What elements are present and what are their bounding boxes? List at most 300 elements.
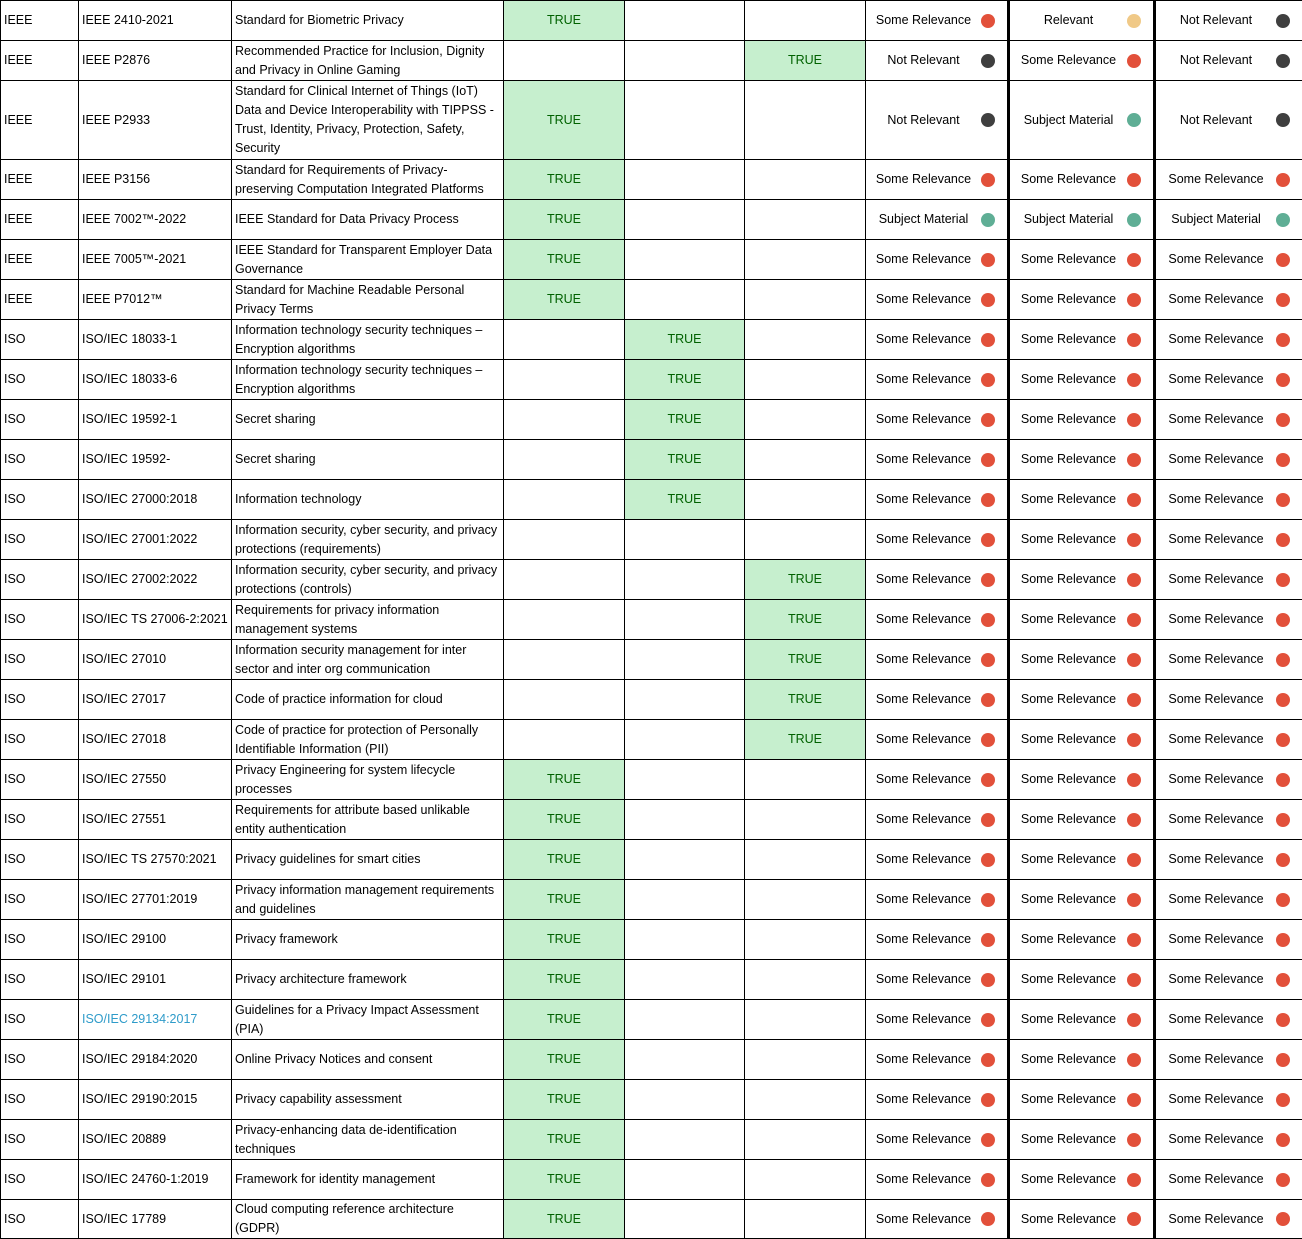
title-cell[interactable]: Information technology	[232, 480, 504, 520]
flag-cell-3[interactable]	[745, 920, 866, 960]
flag-cell-2[interactable]	[625, 760, 745, 800]
flag-cell-3[interactable]	[745, 200, 866, 240]
relevance-cell-2[interactable]	[1009, 1160, 1155, 1200]
relevance-cell-3[interactable]	[1155, 160, 1302, 200]
flag-cell-1[interactable]	[504, 360, 625, 400]
relevance-cell-2[interactable]	[1009, 640, 1155, 680]
relevance-cell-2[interactable]	[1009, 400, 1155, 440]
title-cell[interactable]: Privacy-enhancing data de-identification techniques	[232, 1120, 504, 1160]
flag-cell-3[interactable]	[745, 440, 866, 480]
flag-cell-1[interactable]: TRUE	[504, 1000, 625, 1040]
org-cell[interactable]: ISO	[1, 800, 79, 840]
org-cell[interactable]: ISO	[1, 720, 79, 760]
org-cell[interactable]: IEEE	[1, 81, 79, 160]
relevance-cell-3[interactable]	[1155, 41, 1302, 81]
table-row[interactable]	[1, 720, 1302, 760]
flag-cell-1[interactable]	[504, 440, 625, 480]
relevance-cell-2[interactable]	[1009, 320, 1155, 360]
flag-cell-3[interactable]	[745, 240, 866, 280]
title-cell[interactable]: IEEE Standard for Transparent Employer Data Governance	[232, 240, 504, 280]
flag-cell-3[interactable]	[745, 1, 866, 41]
flag-cell-1[interactable]: TRUE	[504, 81, 625, 160]
relevance-cell-1[interactable]	[866, 520, 1009, 560]
relevance-cell-3[interactable]	[1155, 440, 1302, 480]
table-row[interactable]	[1, 240, 1302, 280]
relevance-cell-2[interactable]	[1009, 600, 1155, 640]
relevance-cell-3[interactable]	[1155, 1200, 1302, 1239]
relevance-cell-3[interactable]	[1155, 81, 1302, 160]
title-cell[interactable]: Information technology security techniques – Encryption algorithms	[232, 360, 504, 400]
flag-cell-2[interactable]	[625, 680, 745, 720]
relevance-cell-2[interactable]	[1009, 240, 1155, 280]
relevance-cell-3[interactable]	[1155, 800, 1302, 840]
table-row[interactable]	[1, 200, 1302, 240]
table-row[interactable]	[1, 800, 1302, 840]
relevance-cell-3[interactable]	[1155, 960, 1302, 1000]
relevance-cell-1[interactable]	[866, 200, 1009, 240]
flag-cell-3[interactable]	[745, 480, 866, 520]
relevance-cell-3[interactable]	[1155, 720, 1302, 760]
flag-cell-3[interactable]	[745, 960, 866, 1000]
table-row[interactable]	[1, 160, 1302, 200]
standard-id-cell[interactable]	[79, 1080, 232, 1120]
title-cell[interactable]: Standard for Machine Readable Personal Privacy Terms	[232, 280, 504, 320]
standard-id-cell[interactable]	[79, 480, 232, 520]
title-cell[interactable]: Secret sharing	[232, 400, 504, 440]
standard-id-cell[interactable]	[79, 81, 232, 160]
relevance-cell-3[interactable]	[1155, 1, 1302, 41]
flag-cell-3[interactable]	[745, 81, 866, 160]
relevance-cell-2[interactable]	[1009, 1, 1155, 41]
org-cell[interactable]: IEEE	[1, 240, 79, 280]
table-row[interactable]	[1, 280, 1302, 320]
org-cell[interactable]: ISO	[1, 440, 79, 480]
relevance-cell-1[interactable]	[866, 600, 1009, 640]
relevance-cell-1[interactable]	[866, 720, 1009, 760]
standard-id-cell[interactable]	[79, 320, 232, 360]
standard-id-cell[interactable]	[79, 200, 232, 240]
title-cell[interactable]: Information technology security techniques – Encryption algorithms	[232, 320, 504, 360]
relevance-cell-2[interactable]	[1009, 520, 1155, 560]
title-cell[interactable]: Code of practice for protection of Personally Identifiable Information (PII)	[232, 720, 504, 760]
standard-id-cell[interactable]	[79, 1040, 232, 1080]
standard-id-cell[interactable]	[79, 360, 232, 400]
org-cell[interactable]: ISO	[1, 760, 79, 800]
flag-cell-2[interactable]: TRUE	[625, 400, 745, 440]
table-row[interactable]	[1, 640, 1302, 680]
flag-cell-1[interactable]	[504, 560, 625, 600]
flag-cell-1[interactable]	[504, 320, 625, 360]
relevance-cell-3[interactable]	[1155, 520, 1302, 560]
flag-cell-3[interactable]: TRUE	[745, 720, 866, 760]
table-row[interactable]	[1, 920, 1302, 960]
relevance-cell-2[interactable]	[1009, 840, 1155, 880]
flag-cell-3[interactable]	[745, 160, 866, 200]
flag-cell-2[interactable]	[625, 1040, 745, 1080]
org-cell[interactable]: IEEE	[1, 1, 79, 41]
standard-id-cell[interactable]	[79, 400, 232, 440]
relevance-cell-1[interactable]	[866, 960, 1009, 1000]
relevance-cell-3[interactable]	[1155, 680, 1302, 720]
org-cell[interactable]: ISO	[1, 320, 79, 360]
flag-cell-3[interactable]	[745, 280, 866, 320]
standard-id-cell[interactable]	[79, 1, 232, 41]
flag-cell-1[interactable]	[504, 520, 625, 560]
table-row[interactable]	[1, 600, 1302, 640]
relevance-cell-1[interactable]	[866, 280, 1009, 320]
flag-cell-2[interactable]	[625, 920, 745, 960]
flag-cell-3[interactable]	[745, 840, 866, 880]
org-cell[interactable]: ISO	[1, 680, 79, 720]
title-cell[interactable]: Code of practice information for cloud	[232, 680, 504, 720]
flag-cell-1[interactable]	[504, 680, 625, 720]
standard-id-cell[interactable]	[79, 640, 232, 680]
relevance-cell-3[interactable]	[1155, 1160, 1302, 1200]
table-row[interactable]	[1, 1000, 1302, 1040]
flag-cell-2[interactable]	[625, 960, 745, 1000]
table-row[interactable]	[1, 680, 1302, 720]
flag-cell-2[interactable]	[625, 1, 745, 41]
flag-cell-1[interactable]: TRUE	[504, 200, 625, 240]
relevance-cell-2[interactable]	[1009, 1040, 1155, 1080]
flag-cell-1[interactable]: TRUE	[504, 1080, 625, 1120]
flag-cell-3[interactable]	[745, 400, 866, 440]
flag-cell-1[interactable]: TRUE	[504, 1200, 625, 1239]
relevance-cell-3[interactable]	[1155, 920, 1302, 960]
flag-cell-3[interactable]	[745, 1160, 866, 1200]
relevance-cell-2[interactable]	[1009, 440, 1155, 480]
table-row[interactable]	[1, 81, 1302, 160]
flag-cell-3[interactable]: TRUE	[745, 680, 866, 720]
org-cell[interactable]: ISO	[1, 360, 79, 400]
flag-cell-1[interactable]: TRUE	[504, 760, 625, 800]
relevance-cell-1[interactable]	[866, 840, 1009, 880]
flag-cell-3[interactable]	[745, 1200, 866, 1239]
title-cell[interactable]: Standard for Clinical Internet of Things (IoT) Data and Device Interoperability with TIPPSS - Trust, Identity, Privacy, Protection, Safety, Security	[232, 81, 504, 160]
relevance-cell-2[interactable]	[1009, 760, 1155, 800]
flag-cell-2[interactable]	[625, 240, 745, 280]
relevance-cell-2[interactable]	[1009, 1200, 1155, 1239]
org-cell[interactable]: ISO	[1, 400, 79, 440]
relevance-cell-2[interactable]	[1009, 160, 1155, 200]
org-cell[interactable]: ISO	[1, 1080, 79, 1120]
flag-cell-3[interactable]: TRUE	[745, 41, 866, 81]
relevance-cell-2[interactable]	[1009, 680, 1155, 720]
flag-cell-1[interactable]: TRUE	[504, 800, 625, 840]
relevance-cell-1[interactable]	[866, 1200, 1009, 1239]
relevance-cell-3[interactable]	[1155, 880, 1302, 920]
relevance-cell-1[interactable]	[866, 1000, 1009, 1040]
table-row[interactable]	[1, 760, 1302, 800]
relevance-cell-3[interactable]	[1155, 200, 1302, 240]
relevance-cell-1[interactable]	[866, 160, 1009, 200]
flag-cell-1[interactable]	[504, 41, 625, 81]
flag-cell-2[interactable]	[625, 840, 745, 880]
flag-cell-3[interactable]	[745, 800, 866, 840]
org-cell[interactable]: ISO	[1, 1120, 79, 1160]
relevance-cell-1[interactable]	[866, 41, 1009, 81]
title-cell[interactable]: Secret sharing	[232, 440, 504, 480]
standard-id-cell[interactable]	[79, 1120, 232, 1160]
relevance-cell-3[interactable]	[1155, 1000, 1302, 1040]
relevance-cell-1[interactable]	[866, 640, 1009, 680]
title-cell[interactable]: Privacy framework	[232, 920, 504, 960]
relevance-cell-1[interactable]	[866, 1080, 1009, 1120]
table-row[interactable]	[1, 1, 1302, 41]
org-cell[interactable]: ISO	[1, 640, 79, 680]
standard-id-cell[interactable]	[79, 960, 232, 1000]
flag-cell-3[interactable]: TRUE	[745, 640, 866, 680]
table-row[interactable]	[1, 960, 1302, 1000]
relevance-cell-1[interactable]	[866, 1, 1009, 41]
title-cell[interactable]: Cloud computing reference architecture (GDPR)	[232, 1200, 504, 1239]
flag-cell-2[interactable]	[625, 41, 745, 81]
flag-cell-1[interactable]: TRUE	[504, 1040, 625, 1080]
title-cell[interactable]: Framework for identity management	[232, 1160, 504, 1200]
table-row[interactable]	[1, 1040, 1302, 1080]
org-cell[interactable]: IEEE	[1, 41, 79, 81]
standard-id-cell[interactable]	[79, 720, 232, 760]
flag-cell-3[interactable]	[745, 1080, 866, 1120]
flag-cell-3[interactable]	[745, 520, 866, 560]
standard-id-cell[interactable]	[79, 440, 232, 480]
flag-cell-1[interactable]: TRUE	[504, 160, 625, 200]
relevance-cell-1[interactable]	[866, 440, 1009, 480]
flag-cell-1[interactable]: TRUE	[504, 840, 625, 880]
relevance-cell-3[interactable]	[1155, 760, 1302, 800]
org-cell[interactable]: ISO	[1, 840, 79, 880]
flag-cell-1[interactable]	[504, 640, 625, 680]
title-cell[interactable]: Requirements for privacy information management systems	[232, 600, 504, 640]
org-cell[interactable]: ISO	[1, 920, 79, 960]
relevance-cell-2[interactable]	[1009, 1120, 1155, 1160]
flag-cell-1[interactable]	[504, 600, 625, 640]
relevance-cell-2[interactable]	[1009, 480, 1155, 520]
flag-cell-2[interactable]	[625, 1160, 745, 1200]
flag-cell-1[interactable]: TRUE	[504, 240, 625, 280]
standard-id-cell[interactable]	[79, 1160, 232, 1200]
flag-cell-2[interactable]	[625, 1080, 745, 1120]
table-row[interactable]	[1, 1200, 1302, 1239]
flag-cell-3[interactable]	[745, 1000, 866, 1040]
flag-cell-2[interactable]	[625, 720, 745, 760]
table-row[interactable]	[1, 400, 1302, 440]
flag-cell-2[interactable]	[625, 200, 745, 240]
flag-cell-2[interactable]	[625, 880, 745, 920]
flag-cell-2[interactable]	[625, 280, 745, 320]
relevance-cell-1[interactable]	[866, 400, 1009, 440]
table-row[interactable]	[1, 1080, 1302, 1120]
org-cell[interactable]: IEEE	[1, 200, 79, 240]
flag-cell-1[interactable]: TRUE	[504, 1, 625, 41]
relevance-cell-2[interactable]	[1009, 720, 1155, 760]
relevance-cell-2[interactable]	[1009, 880, 1155, 920]
table-row[interactable]	[1, 560, 1302, 600]
title-cell[interactable]: Recommended Practice for Inclusion, Dignity and Privacy in Online Gaming	[232, 41, 504, 81]
table-row[interactable]	[1, 520, 1302, 560]
relevance-cell-2[interactable]	[1009, 280, 1155, 320]
title-cell[interactable]: Information security, cyber security, and privacy protections (requirements)	[232, 520, 504, 560]
relevance-cell-1[interactable]	[866, 1040, 1009, 1080]
flag-cell-1[interactable]: TRUE	[504, 880, 625, 920]
standard-id-cell[interactable]	[79, 240, 232, 280]
flag-cell-3[interactable]	[745, 760, 866, 800]
relevance-cell-1[interactable]	[866, 320, 1009, 360]
title-cell[interactable]: Guidelines for a Privacy Impact Assessment (PIA)	[232, 1000, 504, 1040]
title-cell[interactable]: Privacy architecture framework	[232, 960, 504, 1000]
standard-id-cell[interactable]	[79, 840, 232, 880]
relevance-cell-2[interactable]	[1009, 200, 1155, 240]
flag-cell-2[interactable]: TRUE	[625, 480, 745, 520]
table-row[interactable]	[1, 440, 1302, 480]
org-cell[interactable]: ISO	[1, 1200, 79, 1239]
standard-id-cell[interactable]	[79, 600, 232, 640]
flag-cell-2[interactable]	[625, 1200, 745, 1239]
flag-cell-1[interactable]: TRUE	[504, 920, 625, 960]
org-cell[interactable]: ISO	[1, 520, 79, 560]
flag-cell-3[interactable]: TRUE	[745, 600, 866, 640]
standard-id-cell[interactable]	[79, 680, 232, 720]
flag-cell-2[interactable]	[625, 81, 745, 160]
standard-id-cell[interactable]	[79, 560, 232, 600]
standard-id-cell[interactable]	[79, 160, 232, 200]
title-cell[interactable]: Privacy information management requirements and guidelines	[232, 880, 504, 920]
flag-cell-2[interactable]	[625, 1120, 745, 1160]
relevance-cell-1[interactable]	[866, 480, 1009, 520]
flag-cell-2[interactable]	[625, 640, 745, 680]
title-cell[interactable]: Privacy guidelines for smart cities	[232, 840, 504, 880]
relevance-cell-1[interactable]	[866, 81, 1009, 160]
flag-cell-2[interactable]	[625, 520, 745, 560]
relevance-cell-3[interactable]	[1155, 840, 1302, 880]
standard-id-cell[interactable]	[79, 280, 232, 320]
flag-cell-2[interactable]	[625, 560, 745, 600]
standard-id-cell[interactable]	[79, 920, 232, 960]
relevance-cell-2[interactable]	[1009, 960, 1155, 1000]
relevance-cell-3[interactable]	[1155, 1040, 1302, 1080]
org-cell[interactable]: IEEE	[1, 160, 79, 200]
flag-cell-2[interactable]: TRUE	[625, 360, 745, 400]
relevance-cell-1[interactable]	[866, 1160, 1009, 1200]
flag-cell-1[interactable]	[504, 400, 625, 440]
title-cell[interactable]: Privacy Engineering for system lifecycle processes	[232, 760, 504, 800]
relevance-cell-1[interactable]	[866, 920, 1009, 960]
standard-id-cell[interactable]	[79, 520, 232, 560]
relevance-cell-1[interactable]	[866, 880, 1009, 920]
relevance-cell-3[interactable]	[1155, 1080, 1302, 1120]
relevance-cell-3[interactable]	[1155, 640, 1302, 680]
org-cell[interactable]: ISO	[1, 1000, 79, 1040]
table-row[interactable]	[1, 360, 1302, 400]
relevance-cell-3[interactable]	[1155, 480, 1302, 520]
org-cell[interactable]: IEEE	[1, 280, 79, 320]
relevance-cell-3[interactable]	[1155, 360, 1302, 400]
title-cell[interactable]: Requirements for attribute based unlikable entity authentication	[232, 800, 504, 840]
org-cell[interactable]: ISO	[1, 480, 79, 520]
flag-cell-3[interactable]	[745, 1040, 866, 1080]
flag-cell-1[interactable]	[504, 480, 625, 520]
flag-cell-3[interactable]	[745, 320, 866, 360]
flag-cell-3[interactable]: TRUE	[745, 560, 866, 600]
table-row[interactable]	[1, 1160, 1302, 1200]
relevance-cell-2[interactable]	[1009, 800, 1155, 840]
flag-cell-3[interactable]	[745, 360, 866, 400]
relevance-cell-3[interactable]	[1155, 280, 1302, 320]
title-cell[interactable]: Standard for Biometric Privacy	[232, 1, 504, 41]
table-row[interactable]	[1, 41, 1302, 81]
title-cell[interactable]: IEEE Standard for Data Privacy Process	[232, 200, 504, 240]
org-cell[interactable]: ISO	[1, 880, 79, 920]
title-cell[interactable]: Information security management for inter sector and inter org communication	[232, 640, 504, 680]
title-cell[interactable]: Privacy capability assessment	[232, 1080, 504, 1120]
relevance-cell-1[interactable]	[866, 240, 1009, 280]
table-row[interactable]	[1, 320, 1302, 360]
org-cell[interactable]: ISO	[1, 600, 79, 640]
relevance-cell-3[interactable]	[1155, 560, 1302, 600]
flag-cell-2[interactable]: TRUE	[625, 440, 745, 480]
relevance-cell-3[interactable]	[1155, 400, 1302, 440]
org-cell[interactable]: ISO	[1, 960, 79, 1000]
table-row[interactable]	[1, 840, 1302, 880]
relevance-cell-2[interactable]	[1009, 560, 1155, 600]
relevance-cell-2[interactable]	[1009, 920, 1155, 960]
title-cell[interactable]: Information security, cyber security, and privacy protections (controls)	[232, 560, 504, 600]
org-cell[interactable]: ISO	[1, 1160, 79, 1200]
relevance-cell-3[interactable]	[1155, 1120, 1302, 1160]
standard-id-cell[interactable]	[79, 1000, 232, 1040]
title-cell[interactable]: Online Privacy Notices and consent	[232, 1040, 504, 1080]
relevance-cell-2[interactable]	[1009, 360, 1155, 400]
table-row[interactable]	[1, 880, 1302, 920]
relevance-cell-1[interactable]	[866, 1120, 1009, 1160]
relevance-cell-2[interactable]	[1009, 1080, 1155, 1120]
relevance-cell-2[interactable]	[1009, 41, 1155, 81]
flag-cell-1[interactable]: TRUE	[504, 280, 625, 320]
flag-cell-1[interactable]	[504, 720, 625, 760]
flag-cell-2[interactable]	[625, 1000, 745, 1040]
relevance-cell-2[interactable]	[1009, 81, 1155, 160]
flag-cell-2[interactable]	[625, 600, 745, 640]
relevance-cell-1[interactable]	[866, 360, 1009, 400]
standard-id-cell[interactable]	[79, 760, 232, 800]
flag-cell-2[interactable]: TRUE	[625, 320, 745, 360]
relevance-cell-3[interactable]	[1155, 240, 1302, 280]
flag-cell-1[interactable]: TRUE	[504, 1120, 625, 1160]
standard-id-cell[interactable]	[79, 1200, 232, 1239]
flag-cell-1[interactable]: TRUE	[504, 960, 625, 1000]
relevance-cell-1[interactable]	[866, 560, 1009, 600]
flag-cell-1[interactable]: TRUE	[504, 1160, 625, 1200]
relevance-cell-3[interactable]	[1155, 320, 1302, 360]
standard-id-cell[interactable]	[79, 800, 232, 840]
relevance-cell-1[interactable]	[866, 680, 1009, 720]
table-row[interactable]	[1, 1120, 1302, 1160]
standard-id-cell[interactable]	[79, 41, 232, 81]
relevance-cell-1[interactable]	[866, 800, 1009, 840]
flag-cell-2[interactable]	[625, 800, 745, 840]
org-cell[interactable]: ISO	[1, 1040, 79, 1080]
relevance-cell-2[interactable]	[1009, 1000, 1155, 1040]
relevance-cell-3[interactable]	[1155, 600, 1302, 640]
flag-cell-3[interactable]	[745, 880, 866, 920]
flag-cell-3[interactable]	[745, 1120, 866, 1160]
title-cell[interactable]: Standard for Requirements of Privacy-preserving Computation Integrated Platforms	[232, 160, 504, 200]
flag-cell-2[interactable]	[625, 160, 745, 200]
standard-id-link[interactable]: ISO/IEC 29134:2017	[82, 1012, 197, 1026]
standard-id-cell[interactable]	[79, 880, 232, 920]
relevance-cell-1[interactable]	[866, 760, 1009, 800]
org-cell[interactable]: ISO	[1, 560, 79, 600]
